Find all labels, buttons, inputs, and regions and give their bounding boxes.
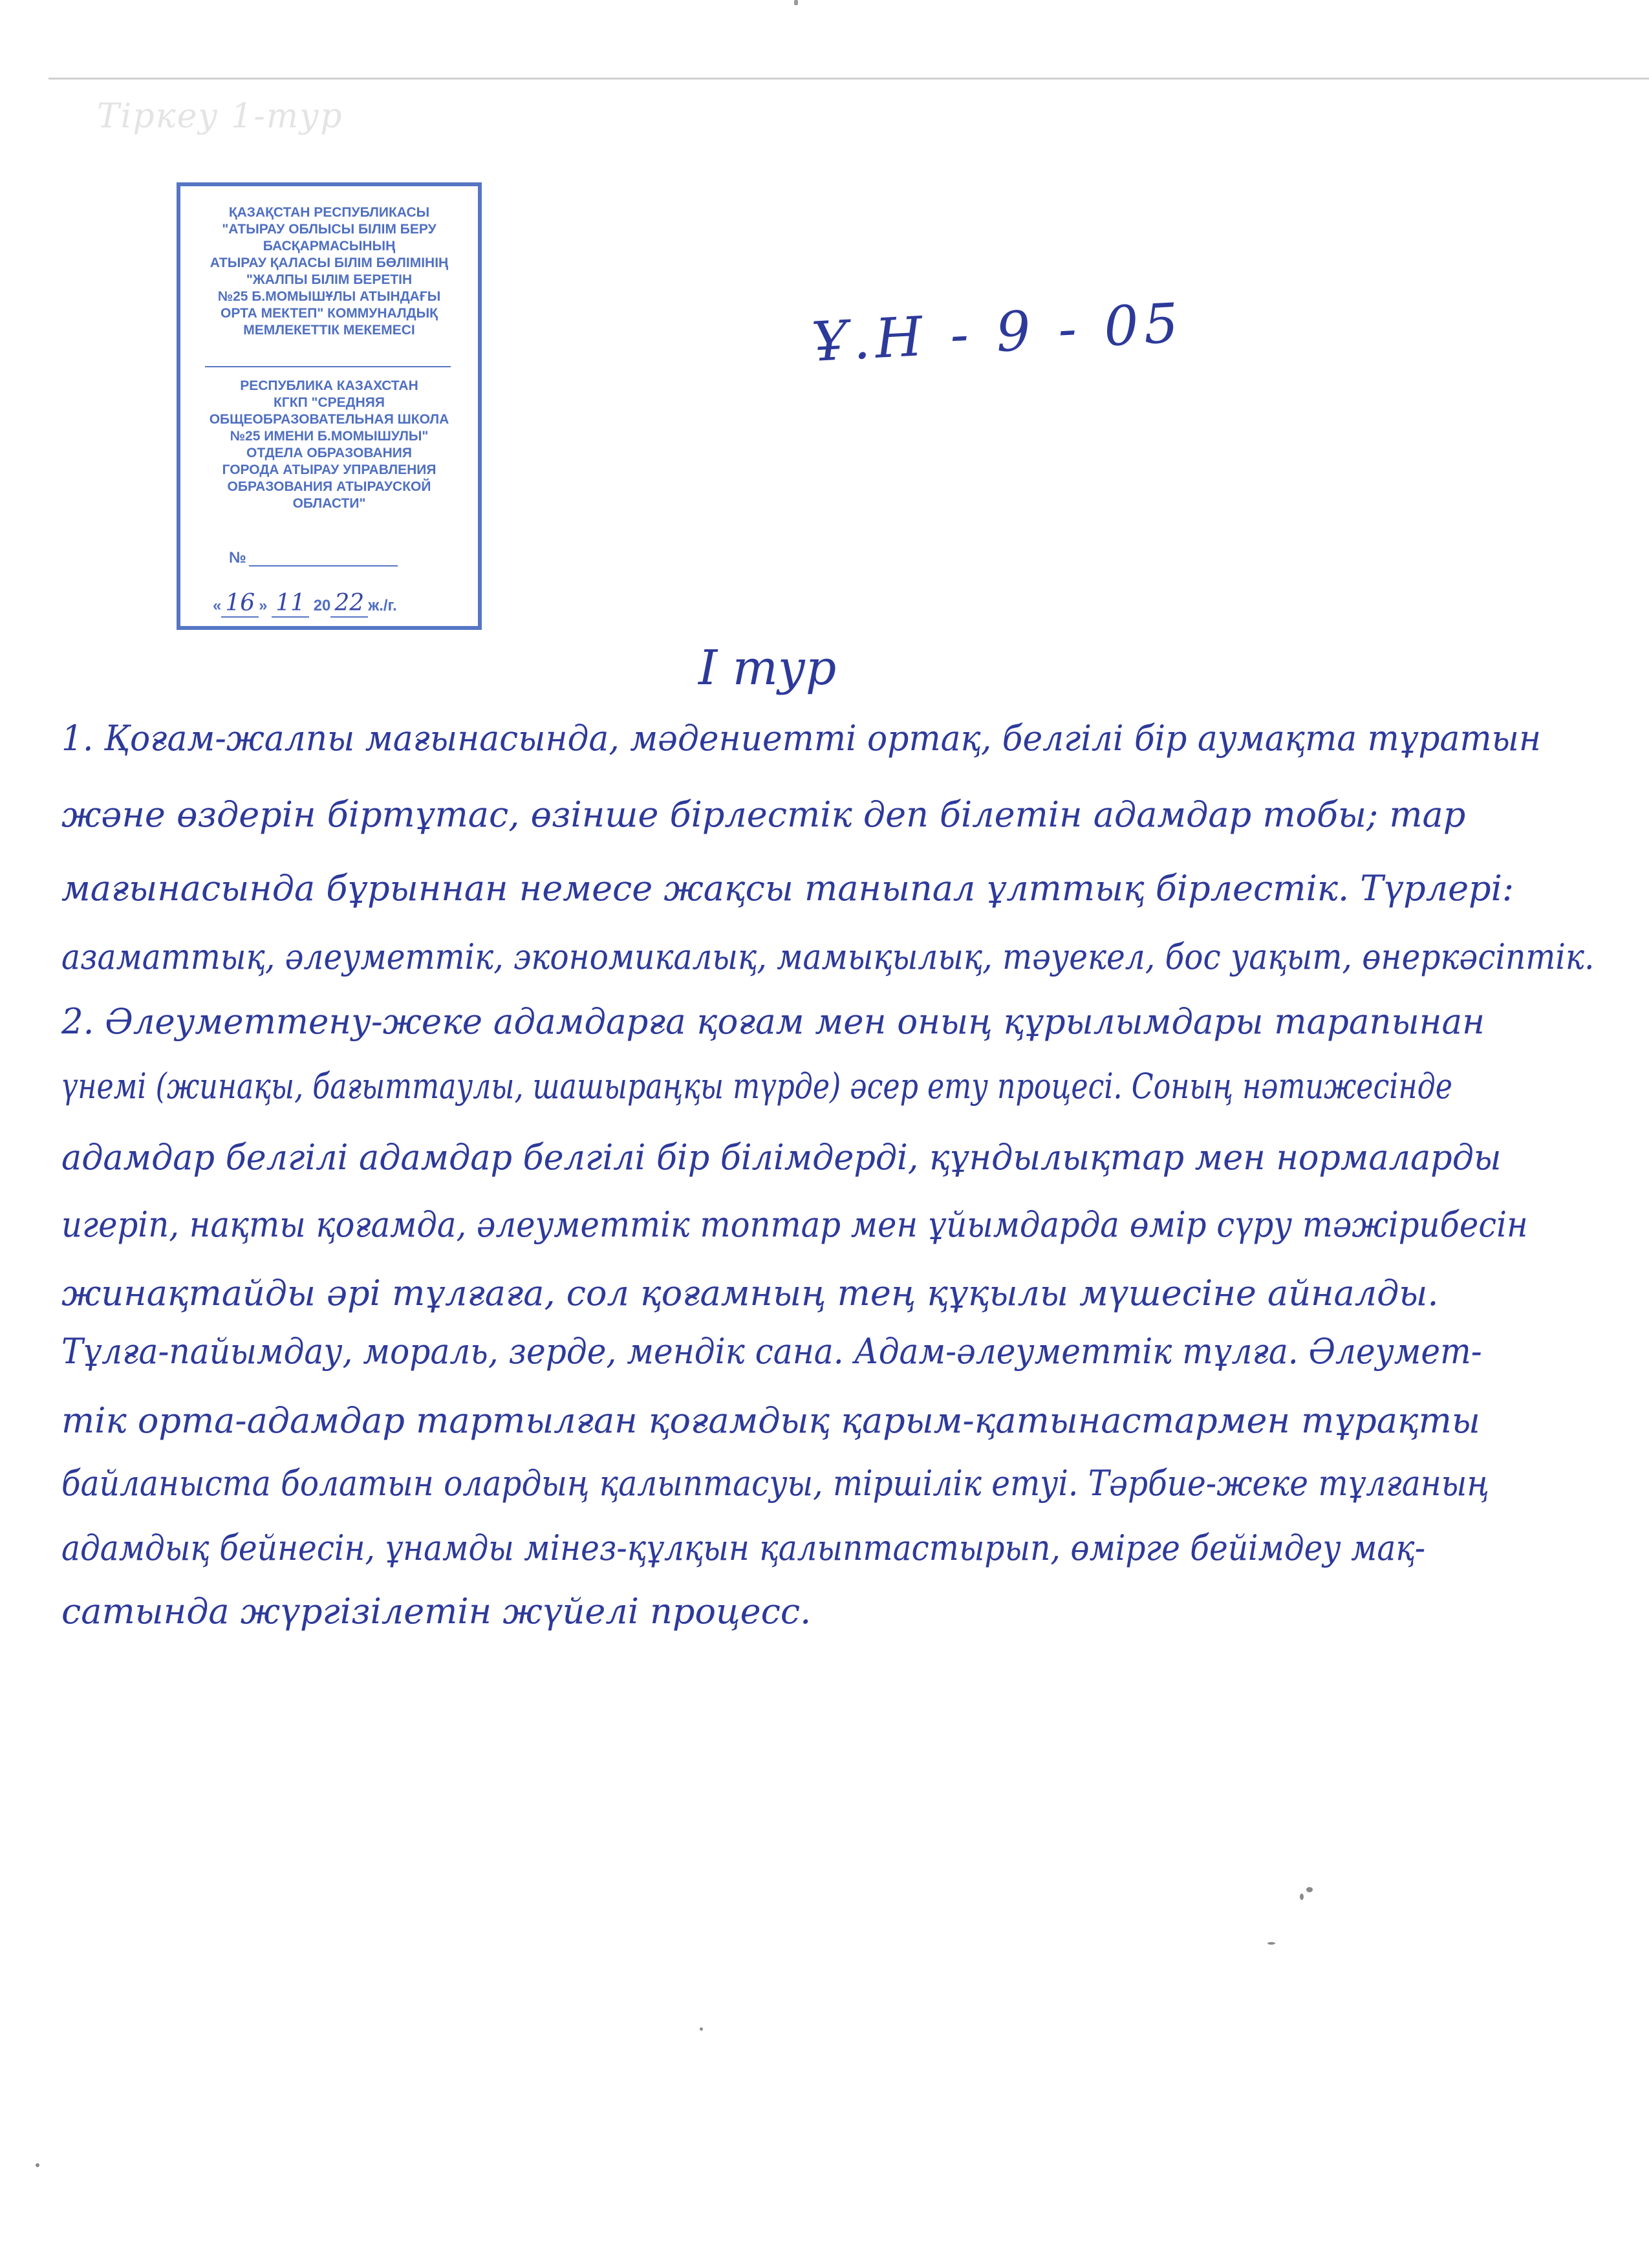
stamp-line: №25 Б.МОМЫШҰЛЫ АТЫНДАҒЫ	[217, 289, 441, 304]
stamp-line: ОБЩЕОБРАЗОВАТЕЛЬНАЯ ШКОЛА	[209, 412, 449, 427]
stamp-line: ОБРАЗОВАНИЯ АТЫРАУСКОЙ	[227, 479, 431, 494]
answer-line: адамдық бейнесін, ұнамды мінез-құлқын қалыптастырып, өмірге бейімдеу мақ-	[61, 1528, 1426, 1568]
stamp-date-month: 11	[272, 590, 309, 618]
stamp-line: МЕМЛЕКЕТТІК МЕКЕМЕСІ	[243, 323, 415, 338]
answer-line: игеріп, нақты қоғамда, әлеуметтік топтар мен ұйымдарда өмір сүру тәжірибесін	[61, 1204, 1528, 1245]
stamp-line: ОРТА МЕКТЕП" КОММУНАЛДЫҚ	[221, 306, 438, 321]
answer-line: байланыста болатын олардың қалыптасуы, тіршілік етуі. Тәрбие-жеке тұлғаның	[61, 1463, 1489, 1504]
stamp-date-close-quote: »	[259, 597, 268, 614]
stamp-line: БАСҚАРМАСЫНЫҢ	[263, 239, 396, 254]
scan-speck	[36, 2163, 39, 2167]
stamp-date-year: 22	[330, 590, 368, 618]
stamp-date-day: 16	[221, 590, 259, 618]
stamp-line: ҚАЗАҚСТАН РЕСПУБЛИКАСЫ	[228, 205, 430, 220]
stamp-number-label: №	[229, 549, 246, 567]
school-stamp	[177, 182, 482, 630]
stamp-number-field	[229, 548, 398, 567]
stamp-divider	[205, 366, 451, 367]
answer-line: адамдар белгілі адамдар белгілі бір білімдерді, құндылықтар мен нормаларды	[61, 1137, 1502, 1178]
stamp-line: ОБЛАСТИ"	[292, 496, 366, 511]
answer-line: үнемі (жинақы, бағыттаулы, шашыраңқы түрде) әсер ету процесі. Соның нәтижесінде	[61, 1066, 1452, 1107]
scan-speck	[1300, 1894, 1304, 1900]
scan-speck	[700, 2027, 703, 2031]
stamp-line: АТЫРАУ ҚАЛАСЫ БІЛІМ БӨЛІМІНІҢ	[210, 255, 449, 270]
answer-line: сатында жүргізілетін жүйелі процесс.	[61, 1591, 812, 1632]
answer-line: Тұлға-пайымдау, мораль, зерде, мендік сана. Адам-әлеуметтік тұлға. Әлеумет-	[61, 1331, 1482, 1372]
stamp-date-field	[213, 590, 397, 616]
stamp-date-year-prefix: 20	[313, 597, 331, 614]
stamp-line: "АТЫРАУ ОБЛЫСЫ БІЛІМ БЕРУ	[222, 222, 436, 237]
scan-speck	[1267, 1942, 1275, 1945]
stamp-line: №25 ИМЕНИ Б.МОМЫШУЛЫ"	[230, 429, 429, 444]
handwritten-code: Ұ.Н - 9 - 05	[810, 291, 1185, 374]
stamp-line: "ЖАЛПЫ БІЛІМ БЕРЕТІН	[246, 272, 413, 287]
tour-heading: I тур	[698, 640, 837, 696]
stamp-number-blank	[249, 548, 398, 567]
answer-line: 2. Әлеуметтену-жеке адамдарға қоғам мен оның құрылымдары тарапынан	[61, 1001, 1485, 1042]
stamp-date-open-quote: «	[213, 597, 222, 614]
top-rule	[48, 78, 1649, 80]
stamp-date-suffix: ж./г.	[368, 597, 397, 614]
stamp-line: ОТДЕЛА ОБРАЗОВАНИЯ	[246, 446, 412, 460]
stamp-kazakh-text	[187, 204, 471, 339]
answer-line: жинақтайды әрі тұлғаға, сол қоғамның тең құқылы мүшесіне айналды.	[61, 1273, 1439, 1313]
answer-line: азаматтық, әлеуметтік, экономикалық, мамықылық, тәуекел, бос уақыт, өнеркәсіптік.	[61, 936, 1595, 977]
answer-line: мағынасында бұрыннан немесе жақсы таныпал ұлттық бірлестік. Түрлері:	[61, 868, 1514, 909]
scan-mark	[794, 0, 798, 5]
stamp-russian-text	[187, 378, 471, 512]
answer-line: және өздерін біртұтас, өзінше бірлестік деп білетін адамдар тобы; тар	[61, 794, 1466, 835]
answer-line: тік орта-адамдар тартылған қоғамдық қарым-қатынастармен тұрақты	[61, 1400, 1480, 1441]
stamp-line: КГКП "СРЕДНЯЯ	[274, 395, 385, 410]
scan-speck	[1306, 1887, 1313, 1892]
faint-pencil-note: Тіркеу 1-тур	[97, 97, 343, 136]
stamp-line: РЕСПУБЛИКА КАЗАХСТАН	[240, 378, 418, 393]
answer-line: 1. Қоғам-жалпы мағынасында, мәдениетті ортақ, белгілі бір аумақта тұратын	[61, 718, 1541, 759]
stamp-line: ГОРОДА АТЫРАУ УПРАВЛЕНИЯ	[222, 462, 436, 477]
